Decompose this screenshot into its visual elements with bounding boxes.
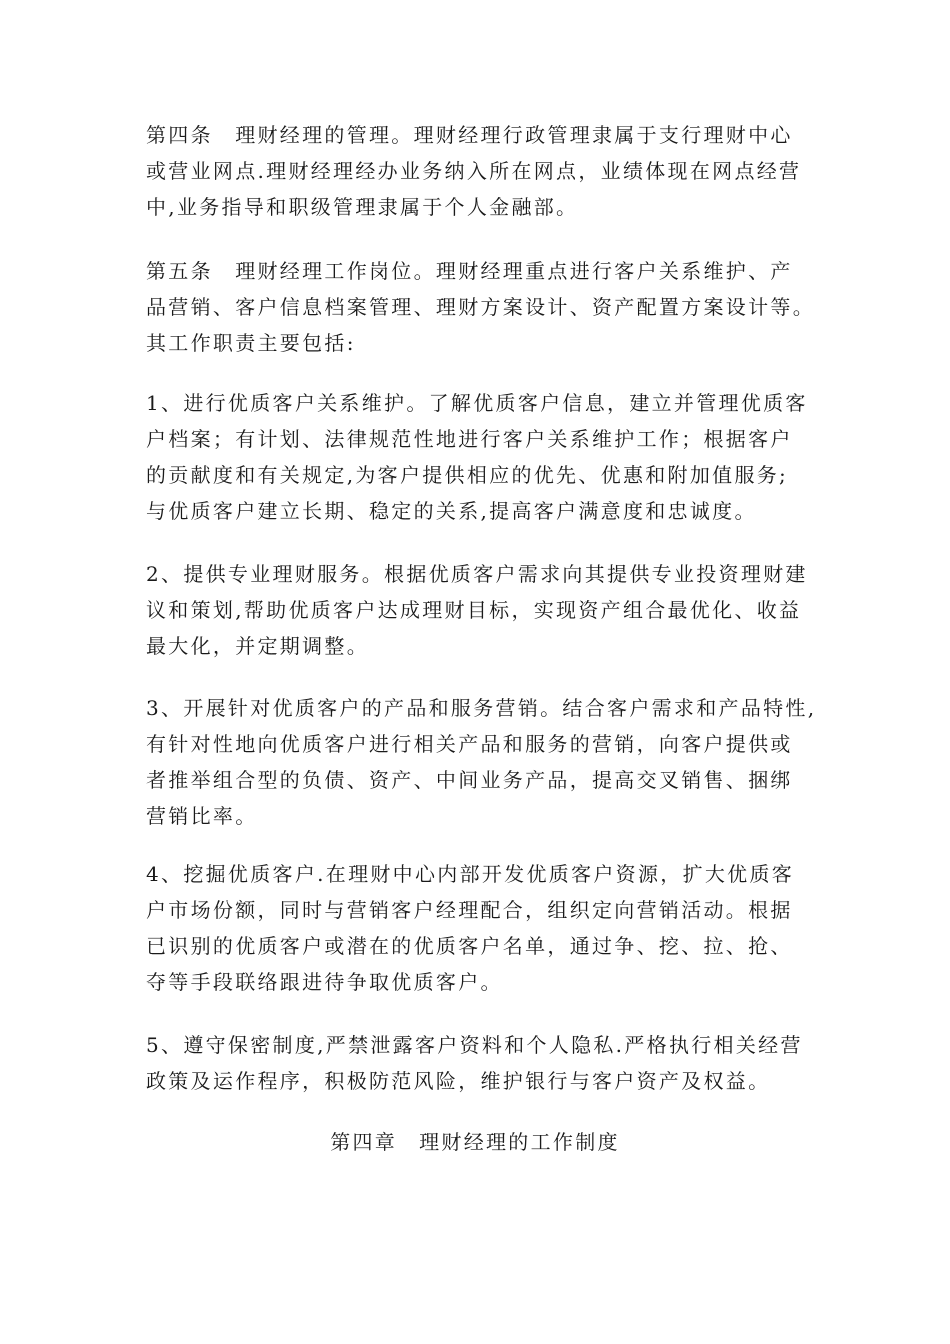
text-line: 夺等手段联络跟进待争取优质客户。 [146, 970, 503, 994]
text-line: 品营销、客户信息档案管理、理财方案设计、资产配置方案设计等。 [146, 295, 815, 319]
duty-3-paragraph [146, 690, 816, 834]
duty-2-paragraph [146, 556, 816, 664]
text-line: 或营业网点.理财经理经办业务纳入所在网点，业绩体现在网点经营 [146, 159, 802, 183]
text-line: 5、遵守保密制度,严禁泄露客户资料和个人隐私.严格执行相关经营 [146, 1033, 803, 1057]
text-line: 3、开展针对优质客户的产品和服务营销。结合客户需求和产品特性, [146, 696, 817, 720]
text-line: 政策及运作程序，积极防范风险，维护银行与客户资产及权益。 [146, 1069, 771, 1093]
duty-4-paragraph [146, 856, 816, 1000]
text-line: 议和策划,帮助优质客户达成理财目标，实现资产组合最优化、收益 [146, 598, 802, 622]
text-line: 已识别的优质客户或潜在的优质客户名单，通过争、挖、拉、抢、 [146, 934, 793, 958]
text-line: 中,业务指导和职级管理隶属于个人金融部。 [146, 195, 579, 219]
text-line: 与优质客户建立长期、稳定的关系,提高客户满意度和忠诚度。 [146, 499, 757, 523]
chapter-number: 第四章 [330, 1130, 398, 1154]
chapter-heading [0, 1124, 950, 1160]
text-line: 4、挖掘优质客户.在理财中心内部开发优质客户资源，扩大优质客 [146, 862, 795, 886]
text-line: 其工作职责主要包括: [146, 331, 356, 355]
text-line: 最大化，并定期调整。 [146, 634, 369, 658]
text-line: 户市场份额，同时与营销客户经理配合，组织定向营销活动。根据 [146, 898, 793, 922]
duty-1-paragraph [146, 385, 816, 529]
text-line: 者推举组合型的负债、资产、中间业务产品，提高交叉销售、捆绑 [146, 768, 793, 792]
chapter-title: 理财经理的工作制度 [419, 1130, 620, 1154]
text-line: 第五条 理财经理工作岗位。理财经理重点进行客户关系维护、产 [146, 259, 793, 283]
duty-5-paragraph [146, 1027, 816, 1099]
text-line: 户档案；有计划、法律规范性地进行客户关系维护工作；根据客户 [146, 427, 793, 451]
text-line: 1、进行优质客户关系维护。了解优质客户信息，建立并管理优质客 [146, 391, 808, 415]
text-line: 第四条 理财经理的管理。理财经理行政管理隶属于支行理财中心 [146, 123, 793, 147]
article-5-paragraph [146, 253, 816, 361]
text-line: 2、提供专业理财服务。根据优质客户需求向其提供专业投资理财建 [146, 562, 808, 586]
text-line: 有针对性地向优质客户进行相关产品和服务的营销，向客户提供或 [146, 732, 793, 756]
text-line: 营销比率。 [146, 804, 258, 828]
text-line: 的贡献度和有关规定,为客户提供相应的优先、优惠和附加值服务; [146, 463, 789, 487]
article-4-paragraph [146, 117, 816, 225]
